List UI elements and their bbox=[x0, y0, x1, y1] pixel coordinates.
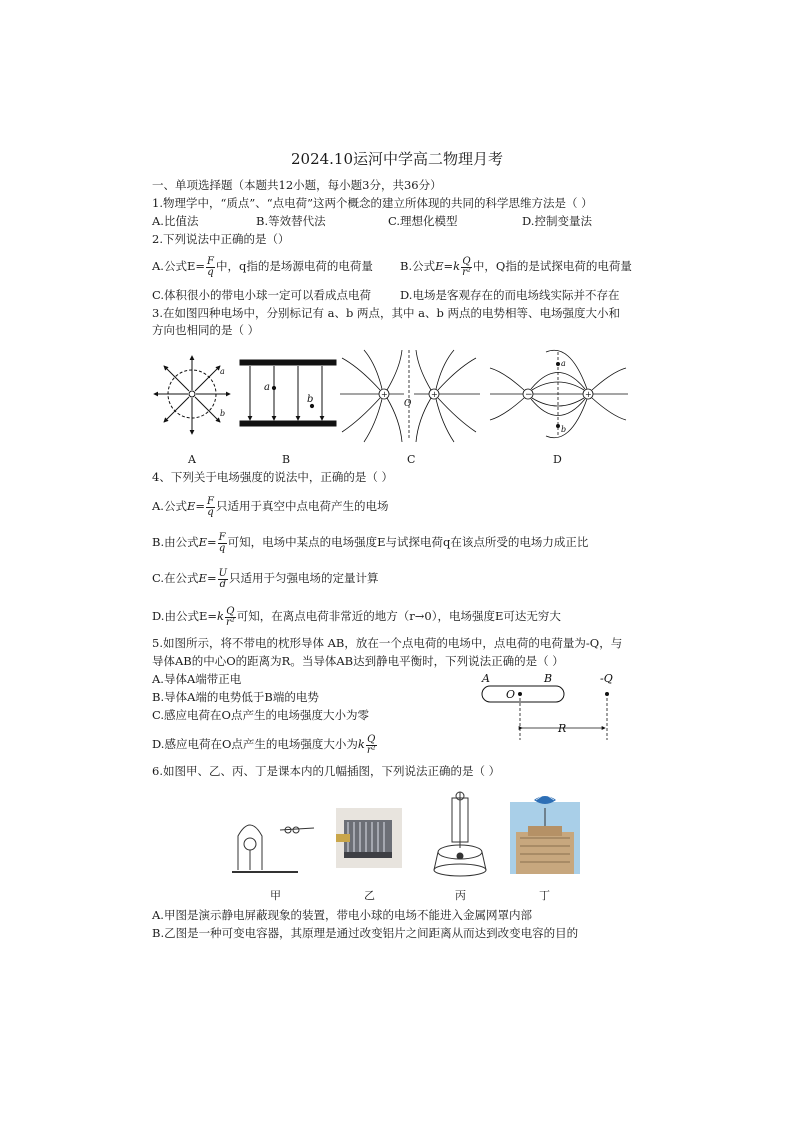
q2-option-a bbox=[152, 254, 373, 278]
denominator: q bbox=[207, 266, 214, 278]
q4-option-b bbox=[152, 530, 588, 554]
q1-option-c: C.理想化模型 bbox=[388, 214, 458, 228]
illustration-jia-electroscope bbox=[232, 825, 314, 872]
section-heading: 一、单项选择题（本题共12小题，每小题3分，共36分） bbox=[152, 178, 442, 192]
symbol-k: k bbox=[453, 259, 461, 273]
svg-text:O: O bbox=[404, 399, 412, 409]
svg-text:b: b bbox=[561, 425, 567, 434]
q2-option-c: C.体积很小的带电小球一定可以看成点电荷 bbox=[152, 288, 372, 302]
illustration-yi-variable-capacitor bbox=[336, 808, 402, 868]
q3-label-d: D bbox=[553, 453, 562, 466]
formula-fraction bbox=[206, 497, 215, 518]
diagram-b-parallel-plates bbox=[240, 360, 336, 426]
equals: = bbox=[443, 259, 454, 273]
q4-c-prefix: C.在公式 bbox=[152, 571, 199, 585]
q6-stem: 6.如图甲、乙、丙、丁是课本内的几幅插图，下列说法正确的是（ ） bbox=[152, 764, 501, 778]
q6-label-ding: 丁 bbox=[539, 889, 550, 902]
q5-option-c: C.感应电荷在O点产生的电场强度大小为零 bbox=[152, 708, 369, 722]
svg-text:+: + bbox=[585, 390, 592, 399]
q6-label-bing: 丙 bbox=[455, 889, 466, 902]
q1-stem: 1.物理学中，“质点”、“点电荷”这两个概念的建立所体现的共同的科学思维方法是（ ） bbox=[152, 196, 593, 210]
numerator: F bbox=[207, 495, 214, 507]
q4-b-suffix: 可知，电场中某点的电场强度E与试探电荷q在该点所受的电场力成正比 bbox=[227, 535, 589, 549]
q2-b-suffix: 中，Q指的是试探电荷的电荷量 bbox=[472, 259, 632, 273]
q1-option-a: A.比值法 bbox=[152, 214, 199, 228]
q3-stem-line1: 3.在如图四种电场中，分别标记有 a、b 两点，其中 a、b 两点的电势相等、电场强度大小和 bbox=[152, 306, 621, 320]
q5-option-d bbox=[152, 732, 378, 756]
q6-illustrations bbox=[232, 786, 582, 882]
symbol-e: E bbox=[198, 535, 208, 549]
q4-a-prefix: A.公式 bbox=[152, 499, 187, 513]
label-a: A bbox=[482, 672, 490, 685]
svg-text:a: a bbox=[220, 367, 225, 376]
q5-option-a: A.导体A端带正电 bbox=[152, 672, 242, 686]
formula-fraction bbox=[461, 257, 472, 278]
symbol-e: E bbox=[435, 259, 444, 273]
q4-option-d bbox=[152, 604, 561, 628]
svg-text:+: + bbox=[431, 390, 438, 399]
q5-option-b: B.导体A端的电势低于B端的电势 bbox=[152, 690, 319, 704]
label-o: O bbox=[506, 688, 516, 701]
q6-option-a: A.甲图是演示静电屏蔽现象的装置，带电小球的电场不能进入金属网罩内部 bbox=[152, 908, 532, 922]
q3-label-b: B bbox=[282, 453, 291, 466]
formula-fraction bbox=[366, 735, 377, 756]
q3-label-c: C bbox=[407, 453, 416, 466]
formula-fraction bbox=[225, 607, 236, 628]
q5-stem-line1: 5.如图所示，将不带电的枕形导体 AB，放在一个点电荷的电场中，点电荷的电荷量为-Q，与 bbox=[152, 636, 623, 650]
denominator: r² bbox=[225, 616, 235, 628]
numerator: U bbox=[218, 567, 228, 579]
q2-option-b bbox=[400, 254, 632, 278]
label-b: B bbox=[544, 672, 553, 685]
symbol-e: E bbox=[198, 571, 207, 585]
q1-options bbox=[152, 214, 672, 229]
q6-label-yi: 乙 bbox=[364, 889, 375, 902]
q6-label-jia: 甲 bbox=[270, 889, 281, 902]
diagram-c-like-charges bbox=[340, 350, 480, 442]
svg-text:−: − bbox=[525, 390, 533, 400]
label-q: -Q bbox=[600, 672, 613, 685]
denominator: d bbox=[219, 578, 227, 590]
svg-text:+: + bbox=[381, 390, 388, 399]
q5-conductor-diagram bbox=[470, 670, 620, 742]
q6-option-b: B.乙图是一种可变电容器，其原理是通过改变铝片之间距离从而达到改变电容的目的 bbox=[152, 926, 579, 940]
q2-a-suffix: 中，q指的是场源电荷的电荷量 bbox=[215, 259, 373, 273]
q4-b-prefix: B.由公式 bbox=[152, 535, 199, 549]
q4-c-suffix: 只适用于匀强电场的定量计算 bbox=[229, 571, 379, 585]
formula-fraction bbox=[206, 257, 215, 278]
numerator: Q bbox=[226, 605, 235, 617]
numerator: F bbox=[207, 255, 214, 267]
equals: = bbox=[206, 571, 217, 585]
svg-text:b: b bbox=[220, 409, 226, 418]
equals: = bbox=[207, 535, 217, 549]
q4-a-suffix: 只适用于真空中点电荷产生的电场 bbox=[215, 499, 389, 513]
formula-fraction bbox=[218, 569, 228, 590]
symbol-e: E bbox=[186, 499, 196, 513]
equals: = bbox=[195, 499, 206, 513]
diagram-d-dipole bbox=[490, 350, 628, 438]
q5-stem-line2: 导体AB的中心O的距离为R。当导体AB达到静电平衡时，下列说法正确的是（ ） bbox=[152, 654, 564, 668]
q2-b-prefix: B.公式 bbox=[400, 259, 436, 273]
q3-label-a: A bbox=[188, 453, 196, 466]
illustration-ding-building bbox=[510, 794, 580, 874]
q1-option-b: B.等效替代法 bbox=[256, 214, 326, 228]
symbol-k: k bbox=[217, 609, 224, 623]
diagram-a-point-charge bbox=[154, 356, 230, 434]
svg-text:a: a bbox=[561, 359, 566, 368]
q2-a-prefix: A.公式E= bbox=[152, 259, 205, 273]
formula-fraction bbox=[218, 533, 227, 554]
svg-text:b: b bbox=[307, 394, 314, 405]
denominator: q bbox=[218, 542, 226, 554]
page-title: 2024.10运河中学高二物理月考 bbox=[290, 150, 504, 168]
q4-option-a bbox=[152, 494, 388, 518]
q3-stem-line2: 方向也相同的是（ ） bbox=[152, 323, 260, 337]
numerator: Q bbox=[367, 733, 376, 745]
q4-d-suffix: 可知，在离点电荷非常近的地方（r→0），电场强度E可达无穷大 bbox=[236, 609, 561, 623]
denominator: r² bbox=[462, 266, 471, 278]
symbol-k: k bbox=[357, 737, 365, 751]
q2-stem: 2.下列说法中正确的是（） bbox=[152, 232, 290, 246]
svg-text:a: a bbox=[264, 382, 270, 393]
denominator: r² bbox=[366, 744, 376, 756]
numerator: F bbox=[218, 531, 226, 543]
label-r: R bbox=[558, 722, 567, 735]
q4-stem: 4、下列关于电场强度的说法中，正确的是（ ） bbox=[152, 470, 393, 484]
q4-option-c bbox=[152, 566, 379, 590]
q4-d-prefix: D.由公式E= bbox=[152, 609, 217, 623]
q3-field-diagrams bbox=[150, 348, 635, 446]
q2-option-d: D.电场是客观存在的而电场线实际并不存在 bbox=[400, 288, 620, 302]
q5-d-prefix: D.感应电荷在O点产生的电场强度大小为 bbox=[152, 737, 358, 751]
q1-option-d: D.控制变量法 bbox=[522, 214, 592, 228]
numerator: Q bbox=[462, 255, 471, 267]
illustration-bing-apparatus bbox=[434, 792, 486, 876]
denominator: q bbox=[207, 506, 214, 518]
